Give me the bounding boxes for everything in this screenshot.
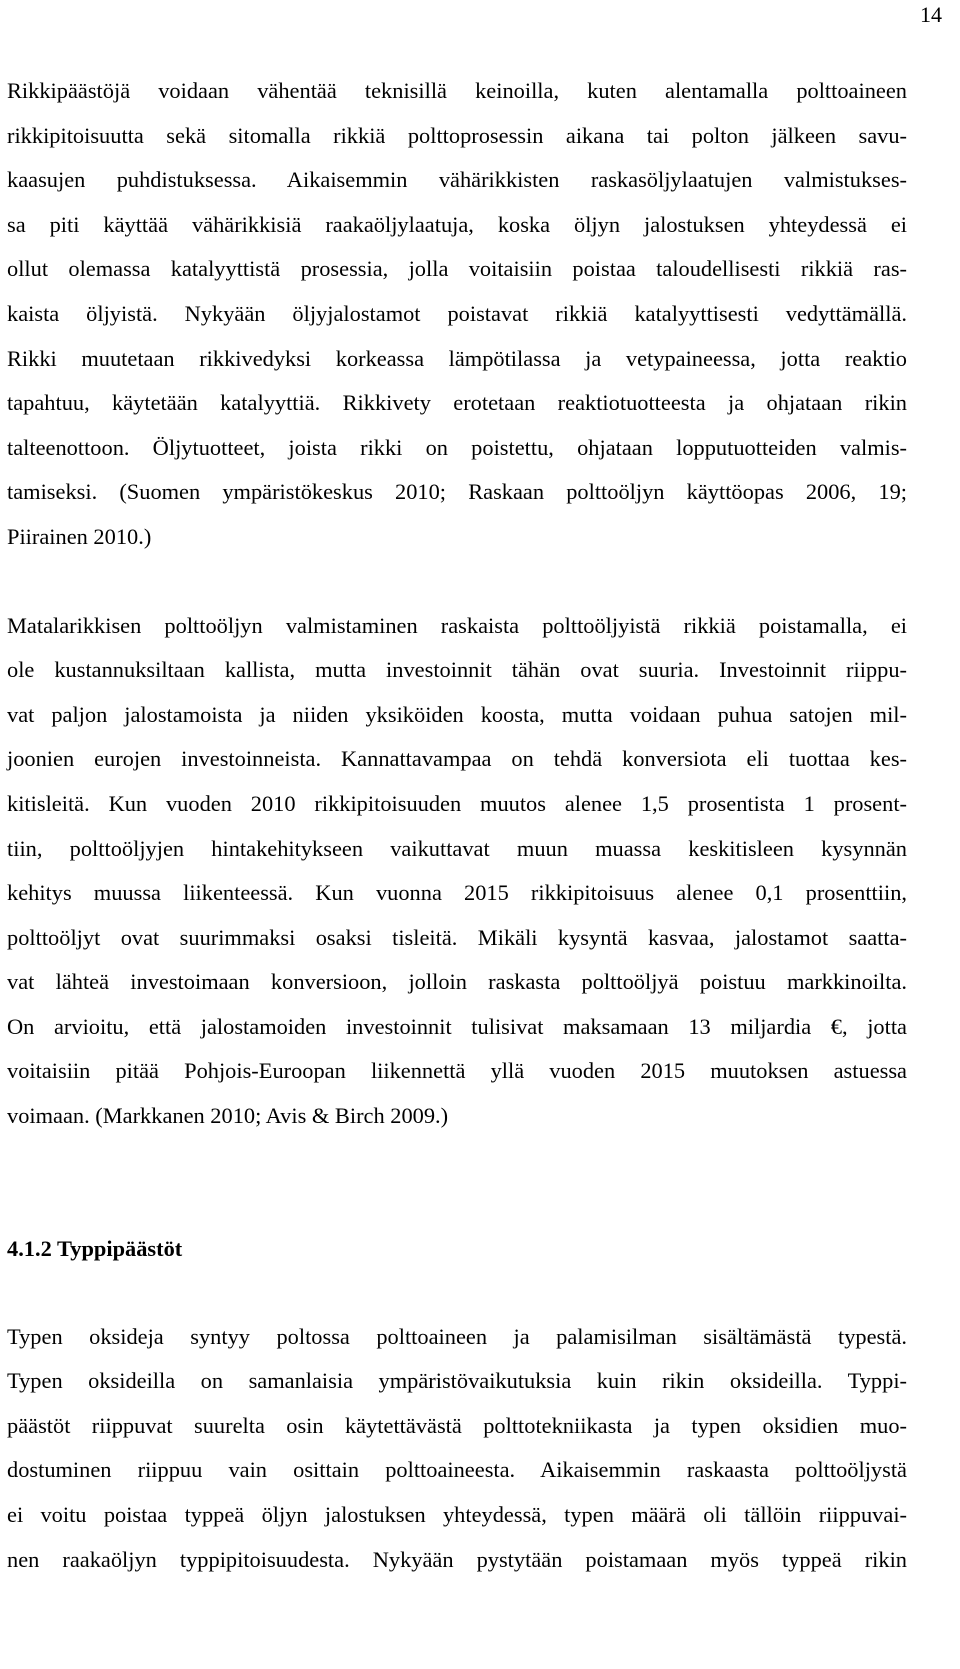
paragraph-investment bbox=[7, 604, 907, 1139]
text-line: nen raakaöljyn typpipitoisuudesta. Nykyään pystytään poistamaan myös typpeä rikin bbox=[7, 1546, 907, 1572]
text-line: On arvioitu, että jalostamoiden investoinnit tulisivat maksamaan 13 miljardia €, jotta bbox=[7, 1013, 907, 1039]
text-line: sa piti käyttää vähärikkisiä raakaöljylaatuja, koska öljyn jalostuksen yhteydessä ei bbox=[7, 211, 907, 237]
paragraph-sulfur-reduction bbox=[7, 69, 907, 560]
text-line: ei voitu poistaa typpeä öljyn jalostuksen yhteydessä, typen määrä oli tällöin riippuvai- bbox=[7, 1502, 907, 1528]
text-line: joonien eurojen investoinneista. Kannattavampaa on tehdä konversiota eli tuottaa kes- bbox=[7, 746, 907, 772]
text-line: tiin, polttoöljyjen hintakehitykseen vaikuttavat muun muassa keskitisleen kysynnän bbox=[7, 835, 907, 861]
section-heading: 4.1.2 Typpipäästöt bbox=[7, 1235, 183, 1261]
text-line: voimaan. (Markkanen 2010; Avis & Birch 2009.) bbox=[7, 1103, 449, 1129]
paragraph-nitrogen-oxides bbox=[7, 1315, 907, 1583]
text-line: talteenottoon. Öljytuotteet, joista rikki on poistettu, ohjataan lopputuotteiden valmis- bbox=[7, 434, 907, 460]
text-line: kitisleitä. Kun vuoden 2010 rikkipitoisuuden muutos alenee 1,5 prosentista 1 prosent- bbox=[7, 790, 907, 816]
text-line: rikkipitoisuutta sekä sitomalla rikkiä polttoprosessin aikana tai polton jälkeen savu- bbox=[7, 122, 907, 148]
text-line: Typen oksideilla on samanlaisia ympäristövaikutuksia kuin rikin oksideilla. Typpi- bbox=[7, 1368, 907, 1394]
text-line: tapahtuu, käytetään katalyyttiä. Rikkivety erotetaan reaktiotuotteesta ja ohjataan rikin bbox=[7, 390, 907, 416]
text-line: dostuminen riippuu vain osittain polttoaineesta. Aikaisemmin raskaasta polttoöljystä bbox=[7, 1457, 907, 1483]
text-line: vat lähteä investoimaan konversioon, jolloin raskasta polttoöljyä poistuu markkinoilta. bbox=[7, 969, 907, 995]
text-line: päästöt riippuvat suurelta osin käytettävästä polttotekniikasta ja typen oksidien muo- bbox=[7, 1412, 907, 1438]
text-line: Typen oksideja syntyy poltossa polttoaineen ja palamisilman sisältämästä typestä. bbox=[7, 1323, 907, 1349]
document-body bbox=[7, 69, 907, 1582]
text-line: tamiseksi. (Suomen ympäristökeskus 2010; Raskaan polttoöljyn käyttöopas 2006, 19; bbox=[7, 479, 907, 505]
text-line: ole kustannuksiltaan kallista, mutta investoinnit tähän ovat suuria. Investoinnit riippu- bbox=[7, 657, 907, 683]
text-line: voitaisiin pitää Pohjois-Euroopan liikennettä yllä vuoden 2015 muutoksen astuessa bbox=[7, 1058, 907, 1084]
text-line: polttoöljyt ovat suurimmaksi osaksi tisleitä. Mikäli kysyntä kasvaa, jalostamot saatta- bbox=[7, 924, 907, 950]
text-line: Rikkipäästöjä voidaan vähentää teknisillä keinoilla, kuten alentamalla polttoaineen bbox=[7, 78, 907, 103]
text-line: Piirainen 2010.) bbox=[7, 523, 152, 549]
text-line: kaista öljyistä. Nykyään öljyjalostamot poistavat rikkiä katalyyttisesti vedyttämällä. bbox=[7, 300, 907, 326]
text-line: kehitys muussa liikenteessä. Kun vuonna 2015 rikkipitoisuus alenee 0,1 prosenttiin, bbox=[7, 880, 907, 906]
text-line: Matalarikkisen polttoöljyn valmistaminen raskaista polttoöljyistä rikkiä poistamalla, ei bbox=[7, 612, 907, 638]
page-number: 14 bbox=[920, 2, 942, 27]
text-line: kaasujen puhdistuksessa. Aikaisemmin vähärikkisten raskasöljylaatujen valmistukses- bbox=[7, 167, 907, 193]
text-line: Rikki muutetaan rikkivedyksi korkeassa lämpötilassa ja vetypaineessa, jotta reaktio bbox=[7, 345, 907, 371]
text-line: vat paljon jalostamoista ja niiden yksiköiden koosta, mutta voidaan puhua satojen mil- bbox=[7, 701, 907, 727]
text-line: ollut olemassa katalyyttistä prosessia, jolla voitaisiin poistaa taloudellisesti rikkiä ras- bbox=[7, 256, 907, 282]
